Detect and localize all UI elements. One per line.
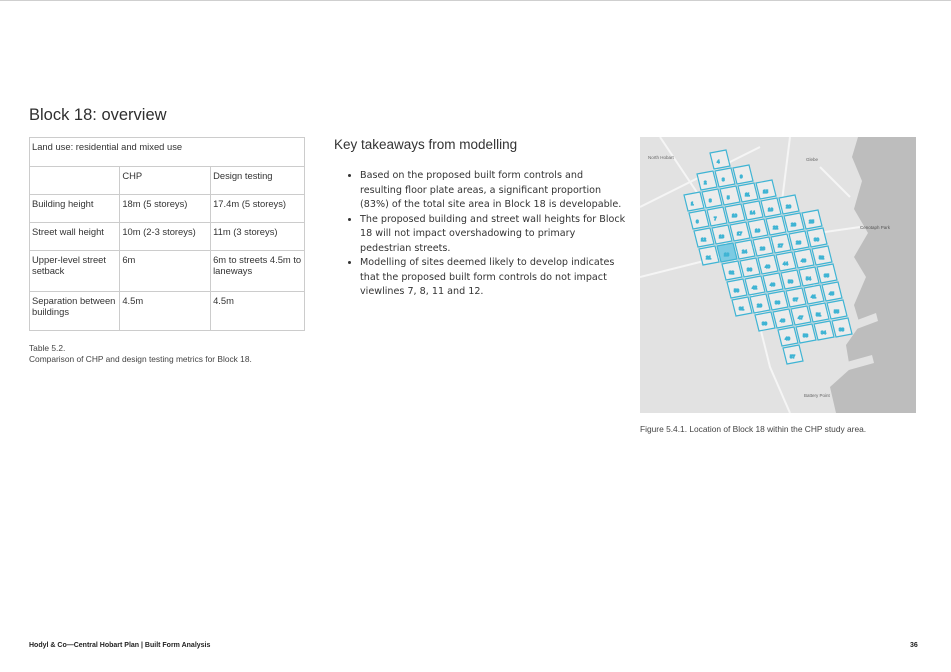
- map-block-label: 41: [811, 294, 817, 299]
- table-header-row: [30, 138, 305, 167]
- map-block-label: 33: [775, 300, 781, 305]
- map-block-label: 46: [770, 282, 776, 287]
- table-cell: 6m: [120, 251, 211, 292]
- map-block-label: 29: [757, 303, 763, 308]
- map-block-label: 39: [762, 321, 768, 326]
- map-block-label: 49: [785, 336, 791, 341]
- map-block-label: 13: [719, 234, 725, 239]
- list-item: • The proposed building and street wall heights for Block 18 will not impact overshadowing to primary pedestrian streets.: [360, 213, 628, 257]
- location-map: [640, 137, 916, 413]
- map-block: [702, 189, 722, 208]
- map-block-label: 1: [691, 201, 694, 206]
- map-block-label: 25: [809, 219, 815, 224]
- map-block: [684, 192, 704, 211]
- map-block-label: 22: [773, 225, 779, 230]
- map-block-label: 47: [798, 315, 804, 320]
- map-block-label: 34: [821, 330, 827, 335]
- map-block-label: 19: [755, 228, 761, 233]
- table-caption-number: Table 5.2.: [29, 343, 66, 353]
- map-block-label: 21: [706, 255, 712, 260]
- map-label-cenotaph: Cenotaph Park: [860, 225, 891, 230]
- map-block-label: 32: [729, 270, 735, 275]
- map-block-label: 55: [834, 309, 840, 314]
- map-block-label: 8: [709, 198, 712, 203]
- map-block-label: 35: [824, 273, 830, 278]
- map-block-label: 37: [793, 297, 799, 302]
- map-block-label: 16: [768, 207, 774, 212]
- map-label-glebe: Glebe: [806, 157, 819, 162]
- figure-caption: Figure 5.4.1. Location of Block 18 within the CHP study area.: [640, 424, 867, 434]
- map-block-label: 9: [740, 174, 743, 179]
- map-block-label: 18: [724, 252, 730, 257]
- map-block-label: 54: [806, 276, 812, 281]
- map-block-label: 4: [717, 159, 720, 164]
- map-block-label: 5: [727, 195, 730, 200]
- map-block-label: 10: [732, 213, 738, 218]
- map-block-label: 48: [801, 258, 807, 263]
- map-block-label: 50: [788, 279, 794, 284]
- table-row: [30, 223, 305, 251]
- map-block-label: 30: [814, 237, 820, 242]
- table-row: [30, 195, 305, 223]
- table-header-cell: Land use: residential and mixed use: [30, 138, 305, 167]
- map-block-label: 52: [819, 255, 825, 260]
- map-block-label: 28: [796, 240, 802, 245]
- table-column-row: [30, 167, 305, 195]
- map-block-label: 38: [839, 327, 845, 332]
- row-label: Separation between buildings: [30, 292, 120, 331]
- table-cell: 4.5m: [211, 292, 305, 331]
- map-block-label: 57: [790, 354, 796, 359]
- map-block: [715, 168, 735, 187]
- map-block-label: 3: [722, 177, 725, 182]
- table-row: [30, 292, 305, 331]
- table-cell: 17.4m (5 storeys): [211, 195, 305, 223]
- map-block: [710, 150, 730, 169]
- map-block-label: 43: [780, 318, 786, 323]
- map-label-north-hobart: North Hobart: [648, 155, 674, 160]
- map-block-label: 12: [701, 237, 707, 242]
- map-block: [720, 186, 740, 205]
- map-block-label: 51: [816, 312, 822, 317]
- map-block-label: 15: [763, 189, 769, 194]
- map-block: [733, 165, 753, 184]
- map-block: [707, 207, 727, 226]
- table-cell: 18m (5 storeys): [120, 195, 211, 223]
- map-label-battery-point: Battery Point: [804, 393, 830, 398]
- row-label: Building height: [30, 195, 120, 223]
- table-cell: 6m to streets 4.5m to laneways: [211, 251, 305, 292]
- column-header: CHP: [120, 167, 211, 195]
- map-block-label: 17: [737, 231, 743, 236]
- table-caption: [29, 343, 252, 365]
- list-item: • Modelling of sites deemed likely to develop indicates that the proposed built form controls do not impact viewlines 7, 8, 11 and 12.: [360, 256, 628, 300]
- map-block-label: 36: [747, 267, 753, 272]
- list-item: • Based on the proposed built form controls and resulting floor plate areas, a significant proportion (83%) of the total site area in Block 18 is developable.: [360, 169, 628, 213]
- table-cell: 10m (2-3 storeys): [120, 223, 211, 251]
- map-block-label: 2: [704, 180, 707, 185]
- map-block-label: 7: [714, 216, 717, 221]
- map-block-label: 53: [803, 333, 809, 338]
- map-block-label: 14: [750, 210, 756, 215]
- map-block-label: 23: [760, 246, 766, 251]
- row-label: Street wall height: [30, 223, 120, 251]
- table-cell: 4.5m: [120, 292, 211, 331]
- table-row: [30, 251, 305, 292]
- map-block: [697, 171, 717, 190]
- takeaways-list: [344, 169, 628, 300]
- map-block-label: 6: [696, 219, 699, 224]
- page-number: 36: [910, 642, 918, 649]
- map-block-label: 26: [791, 222, 797, 227]
- takeaways-title: Key takeaways from modelling: [334, 137, 518, 152]
- map-block-label: 20: [786, 204, 792, 209]
- page-title: Block 18: overview: [29, 106, 167, 124]
- map-block-label: 24: [742, 249, 748, 254]
- page-top-rule: [0, 0, 951, 1]
- map-block-label: 11: [745, 192, 750, 197]
- map-block-label: 40: [765, 264, 771, 269]
- table-caption-text: Comparison of CHP and design testing metrics for Block 18.: [29, 354, 252, 364]
- column-header: [30, 167, 120, 195]
- column-header: Design testing: [211, 167, 305, 195]
- map-block: [689, 210, 709, 229]
- footer-title: Hodyl & Co—Central Hobart Plan | Built Form Analysis: [29, 642, 211, 649]
- map-block-label: 56: [734, 288, 740, 293]
- map-block-label: 31: [739, 306, 745, 311]
- map-block-label: 45: [829, 291, 835, 296]
- row-label: Upper-level street setback: [30, 251, 120, 292]
- metrics-table: [29, 137, 305, 331]
- table-cell: 11m (3 storeys): [211, 223, 305, 251]
- map-block-label: 42: [752, 285, 758, 290]
- map-block-label: 44: [783, 261, 789, 266]
- map-block-label: 27: [778, 243, 784, 248]
